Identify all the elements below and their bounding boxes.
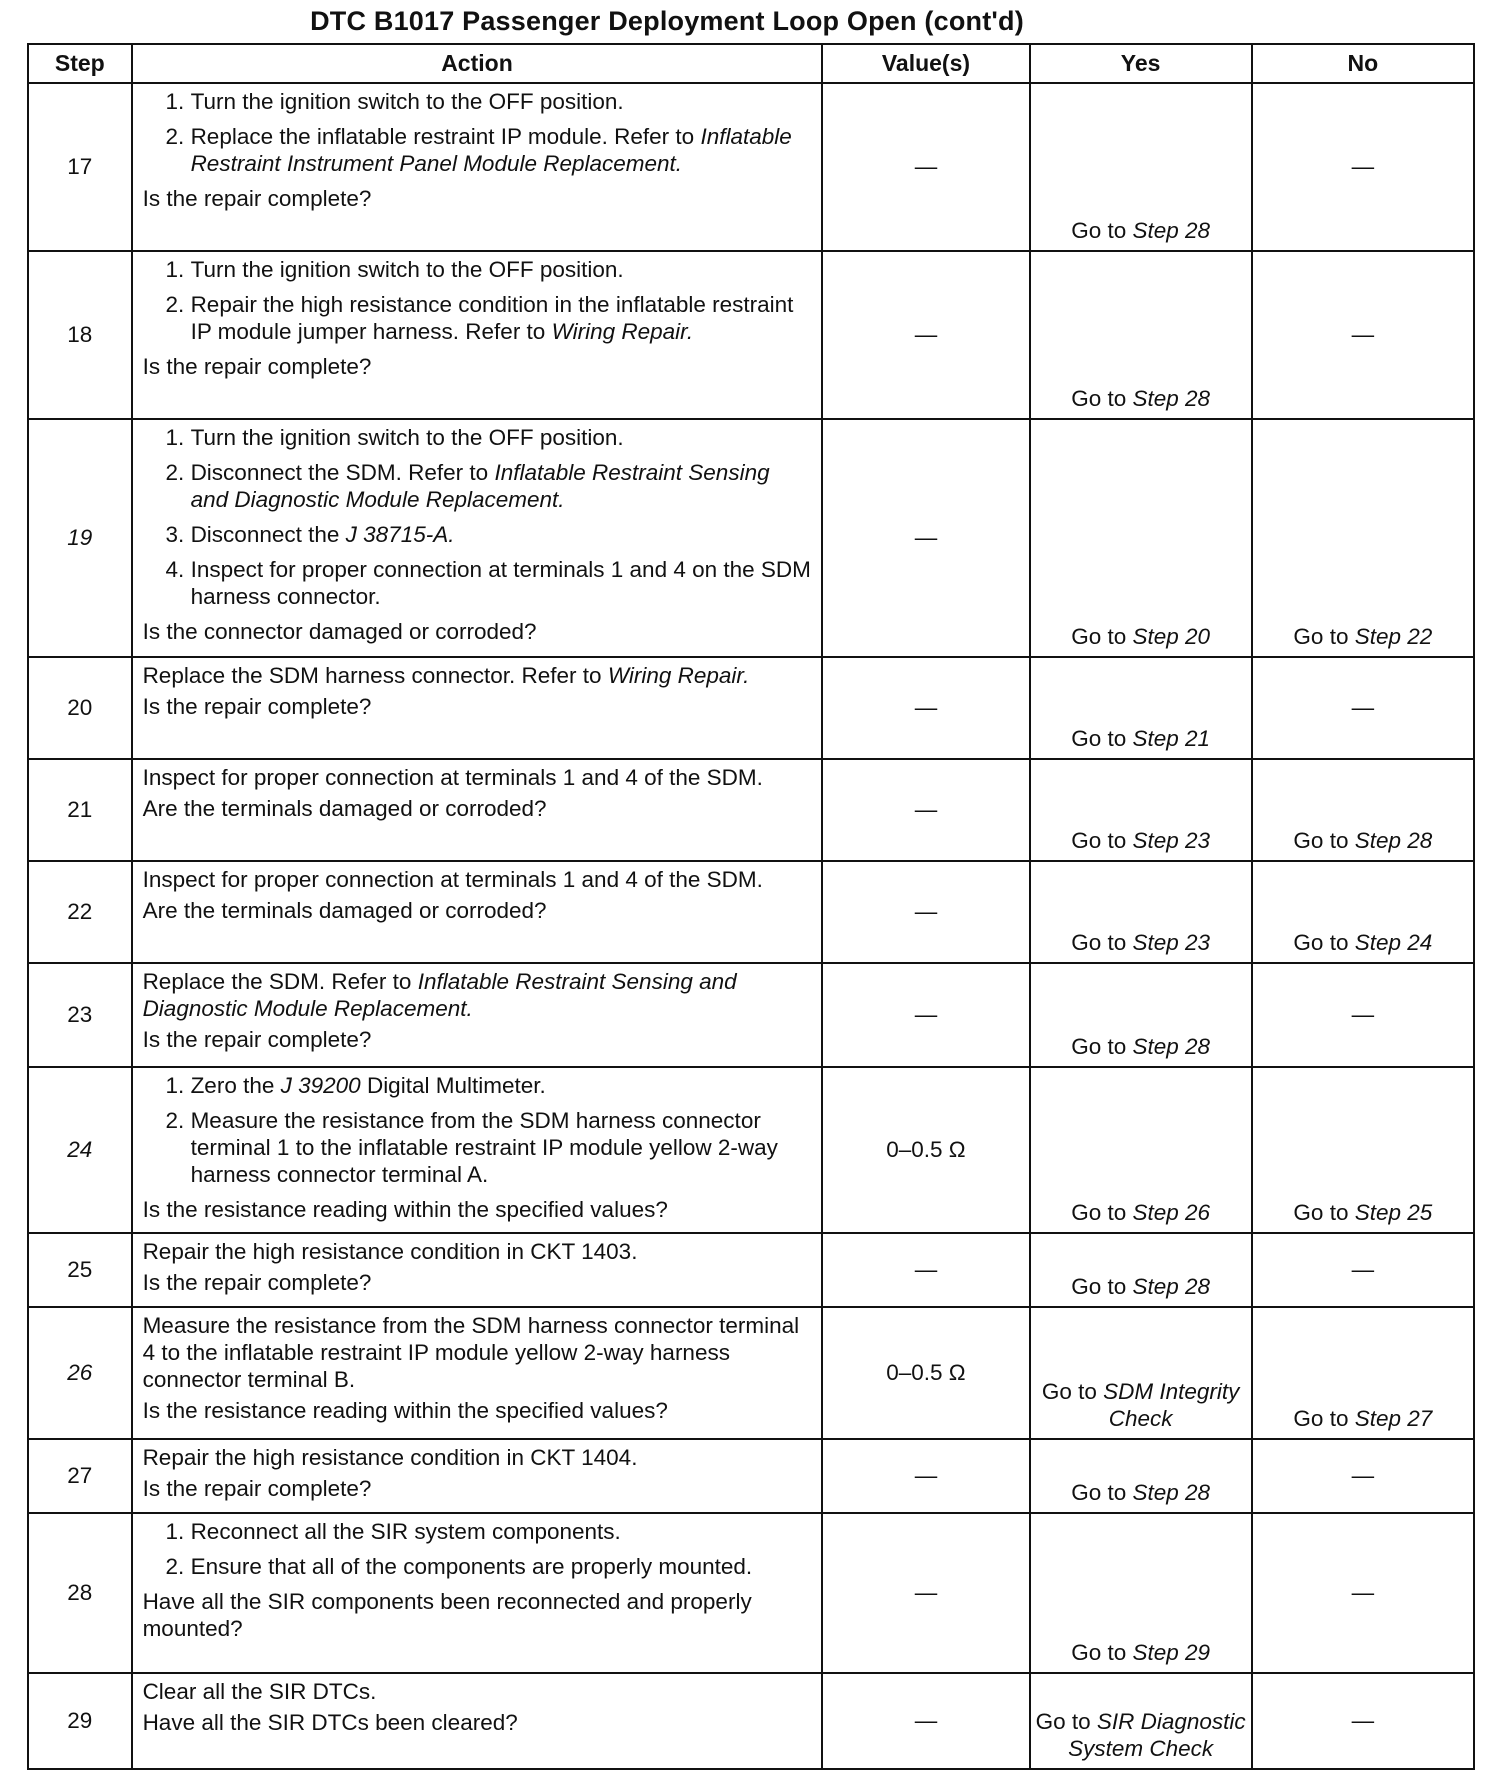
- yes-result: Go to Step 26: [1071, 1200, 1211, 1225]
- action-question: Is the resistance reading within the specified values?: [142, 1398, 668, 1423]
- yes-cell: [1030, 83, 1252, 251]
- action-steps: [143, 256, 812, 345]
- header-value: Value(s): [822, 44, 1029, 83]
- yes-cell: [1030, 1673, 1252, 1769]
- value-cell: —: [822, 1439, 1029, 1513]
- action-cell: [132, 963, 823, 1067]
- action-question: Is the repair complete?: [142, 1270, 372, 1295]
- italic-reference: Step 26: [1132, 1200, 1211, 1225]
- table-row: [28, 1233, 1474, 1307]
- step-number-text: 18: [67, 322, 93, 347]
- value-cell: —: [822, 861, 1029, 963]
- yes-cell: [1030, 1439, 1252, 1513]
- action-question: Is the repair complete?: [142, 354, 372, 379]
- yes-result: Go to Step 28: [1071, 1480, 1211, 1505]
- step-number: [28, 251, 132, 419]
- step-number: [28, 759, 132, 861]
- step-number: [28, 861, 132, 963]
- italic-reference: Step 28: [1132, 218, 1211, 243]
- action-text: Measure the resistance from the SDM harness connector terminal 4 to the inflatable restraint IP module yellow 2-way harness connector terminal B.: [142, 1313, 800, 1392]
- yes-result: Go to Step 21: [1071, 726, 1211, 751]
- step-number: [28, 419, 132, 657]
- header-yes: Yes: [1030, 44, 1252, 83]
- no-cell: —: [1252, 1233, 1474, 1307]
- action-step: 2. Ensure that all of the components are properly mounted.: [191, 1553, 812, 1580]
- no-cell: —: [1252, 963, 1474, 1067]
- italic-reference: Inflatable Restraint Instrument Panel Module Replacement.: [190, 124, 792, 176]
- italic-reference: Step 20: [1132, 624, 1211, 649]
- step-number: [28, 1439, 132, 1513]
- action-step: 1. Turn the ignition switch to the OFF position.: [191, 256, 812, 283]
- step-number-text: 22: [67, 899, 93, 924]
- yes-result: Go to Step 29: [1071, 1640, 1211, 1665]
- action-steps: [143, 1072, 812, 1188]
- step-number: [28, 1513, 132, 1673]
- action-step: 1. Zero the J 39200 Digital Multimeter.: [191, 1072, 812, 1099]
- yes-result: Go to Step 23: [1071, 930, 1211, 955]
- italic-reference: Step 28: [1354, 828, 1433, 853]
- value-cell: —: [822, 83, 1029, 251]
- value-cell: —: [822, 759, 1029, 861]
- action-step: 1. Turn the ignition switch to the OFF position.: [191, 424, 812, 451]
- table-row: [28, 963, 1474, 1067]
- action-cell: [132, 419, 823, 657]
- action-question: Is the repair complete?: [142, 1027, 372, 1052]
- yes-cell: [1030, 861, 1252, 963]
- step-number-text: 26: [67, 1360, 93, 1385]
- italic-reference: Step 28: [1132, 1034, 1211, 1059]
- yes-cell: [1030, 963, 1252, 1067]
- value-cell: 0–0.5 Ω: [822, 1307, 1029, 1439]
- yes-result: Go to Step 28: [1071, 386, 1211, 411]
- action-steps: [143, 1518, 812, 1580]
- action-question: Is the repair complete?: [142, 1476, 372, 1501]
- step-number-text: 29: [67, 1708, 93, 1733]
- italic-reference: Step 24: [1354, 930, 1433, 955]
- action-cell: [132, 1233, 823, 1307]
- action-question: Have all the SIR components been reconnected and properly mounted?: [142, 1589, 752, 1641]
- action-cell: [132, 1673, 823, 1769]
- yes-result: Go to Step 20: [1071, 624, 1211, 649]
- italic-reference: SDM Integrity Check: [1103, 1379, 1240, 1431]
- table-row: [28, 1513, 1474, 1673]
- action-cell: [132, 1439, 823, 1513]
- table-row: [28, 1307, 1474, 1439]
- italic-reference: Step 25: [1354, 1200, 1433, 1225]
- header-step: Step: [28, 44, 132, 83]
- value-cell: —: [822, 657, 1029, 759]
- yes-cell: [1030, 251, 1252, 419]
- action-text: Clear all the SIR DTCs.: [142, 1679, 377, 1704]
- italic-reference: J 39200: [280, 1073, 361, 1098]
- action-step: 2. Repair the high resistance condition in the inflatable restraint IP module jumper harness. Refer to Wiring Repair.: [191, 291, 812, 345]
- italic-reference: Step 22: [1354, 624, 1433, 649]
- table-row: [28, 1673, 1474, 1769]
- action-steps: [143, 88, 812, 177]
- italic-reference: Wiring Repair.: [551, 319, 694, 344]
- action-cell: [132, 83, 823, 251]
- step-number-text: 24: [67, 1137, 93, 1162]
- value-cell: —: [822, 251, 1029, 419]
- italic-reference: Step 28: [1132, 1480, 1211, 1505]
- table-body: [28, 83, 1474, 1769]
- step-number: [28, 1307, 132, 1439]
- no-cell: [1252, 759, 1474, 861]
- yes-result: Go to SDM Integrity Check: [1041, 1379, 1240, 1431]
- action-step: 2. Measure the resistance from the SDM harness connector terminal 1 to the inflatable restraint IP module yellow 2-way harness connector terminal A.: [191, 1107, 812, 1188]
- italic-reference: Step 28: [1132, 386, 1211, 411]
- action-text: Inspect for proper connection at terminals 1 and 4 of the SDM.: [142, 765, 763, 790]
- italic-reference: Step 27: [1354, 1406, 1433, 1431]
- yes-cell: [1030, 1307, 1252, 1439]
- header-row: [28, 44, 1474, 83]
- action-question: Have all the SIR DTCs been cleared?: [142, 1710, 518, 1735]
- action-cell: [132, 251, 823, 419]
- action-text: Replace the SDM. Refer to Inflatable Restraint Sensing and Diagnostic Module Replacement.: [142, 969, 737, 1021]
- italic-reference: Step 28: [1132, 1274, 1211, 1299]
- value-cell: —: [822, 1513, 1029, 1673]
- action-step: 2. Replace the inflatable restraint IP module. Refer to Inflatable Restraint Instrument Panel Module Replacement.: [191, 123, 812, 177]
- yes-cell: [1030, 1513, 1252, 1673]
- action-text: Repair the high resistance condition in CKT 1403.: [142, 1239, 638, 1264]
- italic-reference: J 38715-A.: [345, 522, 455, 547]
- value-cell: —: [822, 1673, 1029, 1769]
- action-step: 1. Turn the ignition switch to the OFF position.: [191, 88, 812, 115]
- step-number-text: 20: [67, 695, 93, 720]
- table-row: [28, 861, 1474, 963]
- action-step: 4. Inspect for proper connection at terminals 1 and 4 on the SDM harness connector.: [191, 556, 812, 610]
- no-result: Go to Step 24: [1293, 930, 1433, 955]
- italic-reference: Step 21: [1132, 726, 1211, 751]
- no-cell: —: [1252, 1513, 1474, 1673]
- step-number-text: 28: [67, 1580, 93, 1605]
- step-number-text: 19: [67, 525, 93, 550]
- page-title: DTC B1017 Passenger Deployment Loop Open (cont'd): [310, 6, 1024, 36]
- step-number: [28, 1673, 132, 1769]
- action-cell: [132, 657, 823, 759]
- yes-result: Go to Step 28: [1071, 1034, 1211, 1059]
- step-number: [28, 657, 132, 759]
- italic-reference: Wiring Repair.: [607, 663, 750, 688]
- action-step: 2. Disconnect the SDM. Refer to Inflatable Restraint Sensing and Diagnostic Module Replacement.: [191, 459, 812, 513]
- action-question: Are the terminals damaged or corroded?: [142, 898, 547, 923]
- step-number: [28, 1233, 132, 1307]
- table-row: [28, 251, 1474, 419]
- no-result: Go to Step 27: [1293, 1406, 1433, 1431]
- action-text: Inspect for proper connection at terminals 1 and 4 of the SDM.: [142, 867, 763, 892]
- step-number-text: 25: [67, 1257, 93, 1282]
- action-question: Is the resistance reading within the specified values?: [142, 1197, 668, 1222]
- no-cell: [1252, 1067, 1474, 1233]
- step-number: [28, 963, 132, 1067]
- yes-cell: [1030, 1233, 1252, 1307]
- action-text: Replace the SDM harness connector. Refer to Wiring Repair.: [142, 663, 750, 688]
- italic-reference: Step 23: [1132, 930, 1211, 955]
- step-number-text: 21: [67, 797, 93, 822]
- diagnostic-table: [27, 43, 1475, 1770]
- no-cell: —: [1252, 83, 1474, 251]
- table-row: [28, 83, 1474, 251]
- no-cell: —: [1252, 657, 1474, 759]
- italic-reference: Inflatable Restraint Sensing and Diagnostic Module Replacement.: [142, 969, 737, 1021]
- action-cell: [132, 1067, 823, 1233]
- value-cell: —: [822, 963, 1029, 1067]
- value-cell: 0–0.5 Ω: [822, 1067, 1029, 1233]
- yes-result: Go to Step 28: [1071, 218, 1211, 243]
- yes-cell: [1030, 759, 1252, 861]
- action-step: 1. Reconnect all the SIR system components.: [191, 1518, 812, 1545]
- italic-reference: SIR Diagnostic System Check: [1068, 1709, 1246, 1761]
- table-row: [28, 419, 1474, 657]
- no-cell: [1252, 1307, 1474, 1439]
- value-cell: —: [822, 1233, 1029, 1307]
- action-text: Repair the high resistance condition in CKT 1404.: [142, 1445, 638, 1470]
- yes-cell: [1030, 657, 1252, 759]
- yes-result: Go to Step 23: [1071, 828, 1211, 853]
- no-result: Go to Step 22: [1293, 624, 1433, 649]
- step-number: [28, 1067, 132, 1233]
- italic-reference: Step 29: [1132, 1640, 1211, 1665]
- no-cell: —: [1252, 1673, 1474, 1769]
- no-cell: [1252, 861, 1474, 963]
- no-cell: —: [1252, 1439, 1474, 1513]
- action-question: Is the connector damaged or corroded?: [142, 619, 537, 644]
- header-no: No: [1252, 44, 1474, 83]
- table-row: [28, 657, 1474, 759]
- action-cell: [132, 1307, 823, 1439]
- action-question: Is the repair complete?: [142, 186, 372, 211]
- yes-result: Go to Step 28: [1071, 1274, 1211, 1299]
- table-row: [28, 759, 1474, 861]
- italic-reference: Inflatable Restraint Sensing and Diagnostic Module Replacement.: [190, 460, 770, 512]
- action-question: Are the terminals damaged or corroded?: [142, 796, 547, 821]
- step-number-text: 27: [67, 1463, 93, 1488]
- value-cell: —: [822, 419, 1029, 657]
- no-result: Go to Step 25: [1293, 1200, 1433, 1225]
- yes-cell: [1030, 1067, 1252, 1233]
- no-cell: [1252, 419, 1474, 657]
- table-row: [28, 1067, 1474, 1233]
- step-number-text: 23: [67, 1002, 93, 1027]
- table-row: [28, 1439, 1474, 1513]
- yes-cell: [1030, 419, 1252, 657]
- action-cell: [132, 759, 823, 861]
- action-cell: [132, 861, 823, 963]
- yes-result: Go to SIR Diagnostic System Check: [1035, 1709, 1246, 1761]
- italic-reference: Step 23: [1132, 828, 1211, 853]
- action-cell: [132, 1513, 823, 1673]
- step-number: [28, 83, 132, 251]
- action-step: 3. Disconnect the J 38715-A.: [191, 521, 812, 548]
- action-question: Is the repair complete?: [142, 694, 372, 719]
- no-result: Go to Step 28: [1293, 828, 1433, 853]
- action-steps: [143, 424, 812, 610]
- step-number-text: 17: [67, 154, 93, 179]
- no-cell: —: [1252, 251, 1474, 419]
- header-action: Action: [132, 44, 823, 83]
